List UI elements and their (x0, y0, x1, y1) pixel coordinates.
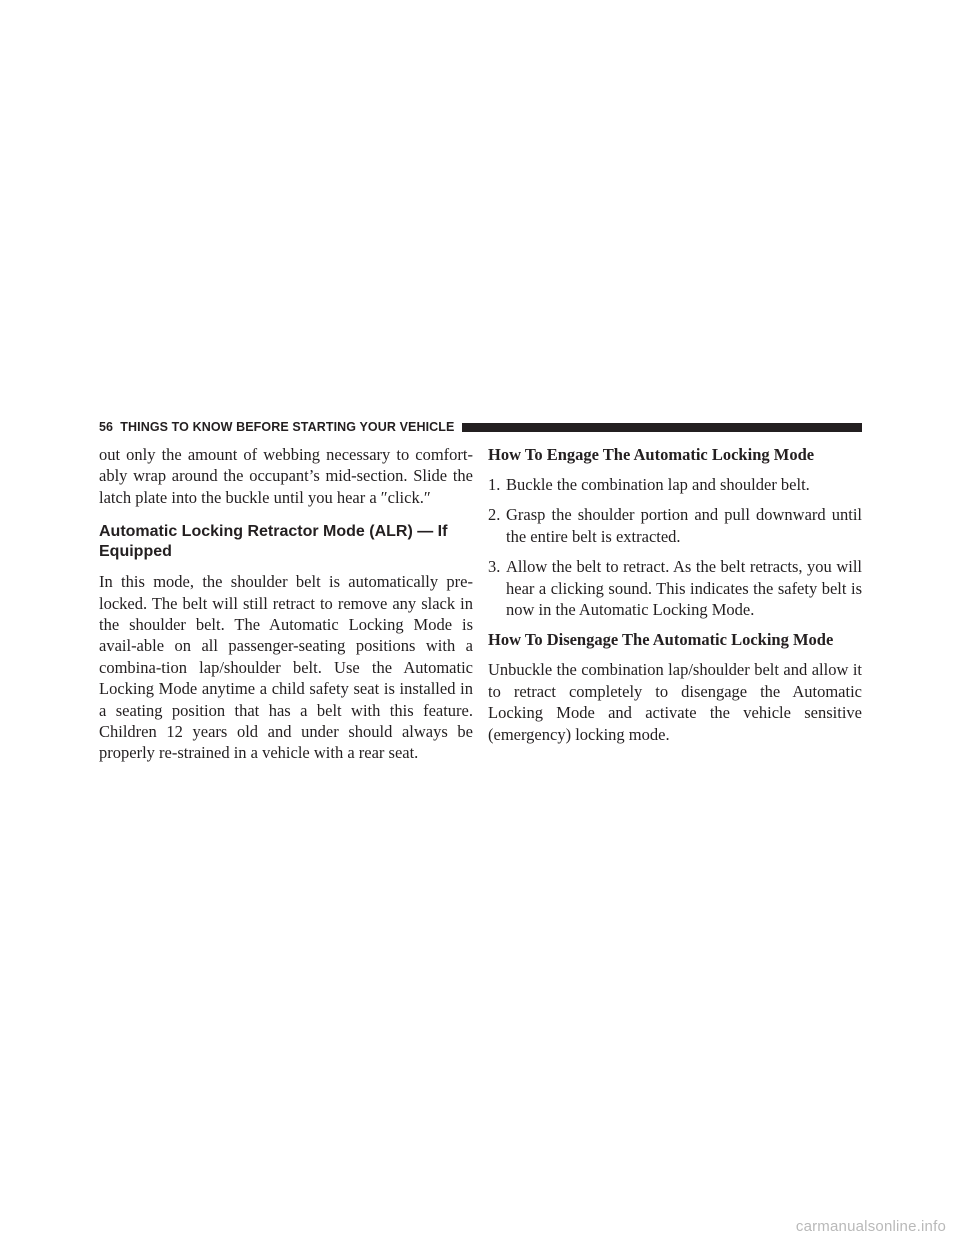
disengage-heading: How To Disengage The Automatic Locking Mode (488, 630, 834, 650)
step-number: 3. (488, 557, 501, 577)
watermark: carmanualsonline.info (795, 1218, 946, 1235)
section-title: THINGS TO KNOW BEFORE STARTING YOUR VEHICLE (120, 420, 455, 434)
step-text: Buckle the combination lap and shoulder belt. (506, 475, 810, 494)
left-column (99, 444, 473, 774)
page-number: 56 (99, 420, 114, 434)
step-text: Grasp the shoulder portion and pull downward until the entire belt is extracted. (506, 505, 862, 546)
disengage-paragraph: Unbuckle the combination lap/shoulder belt and allow it to retract completely to disengage the Automatic Locking Mode and activate the vehicle sensitive (emergency) locking mode. (488, 660, 862, 744)
list-item (488, 474, 862, 495)
engage-heading: How To Engage The Automatic Locking Mode (488, 445, 815, 464)
page-header-text (99, 420, 454, 434)
header-rule (462, 423, 862, 432)
alr-heading: Automatic Locking Retractor Mode (ALR) — If Equipped (99, 523, 448, 561)
step-number: 1. (488, 475, 501, 494)
right-column (488, 444, 862, 755)
alr-paragraph: In this mode, the shoulder belt is automatically pre-locked. The belt will still retract to remove any slack in the shoulder belt. The Automatic Locking Mode is avail-able on all passenger-seating positions with a combina-tion lap/shoulder belt. Use the Automatic Locking Mode anytime a child safety seat is installed in a seating position that has a belt with this feature. Children 12 years old and under should always be properly re-strained in a vehicle with a rear seat. (99, 572, 473, 763)
list-item (488, 556, 862, 620)
list-item (488, 504, 862, 547)
intro-paragraph: out only the amount of webbing necessary to comfort-ably wrap around the occupant’s mid-section. Slide the latch plate into the buckle until you hear a ″click.″ (99, 445, 473, 507)
page-header (99, 418, 862, 436)
engage-steps-list (488, 474, 862, 620)
step-text: Allow the belt to retract. As the belt retracts, you will hear a clicking sound. This indicates the safety belt is now in the Automatic Locking Mode. (506, 557, 862, 620)
step-number: 2. (488, 505, 501, 525)
